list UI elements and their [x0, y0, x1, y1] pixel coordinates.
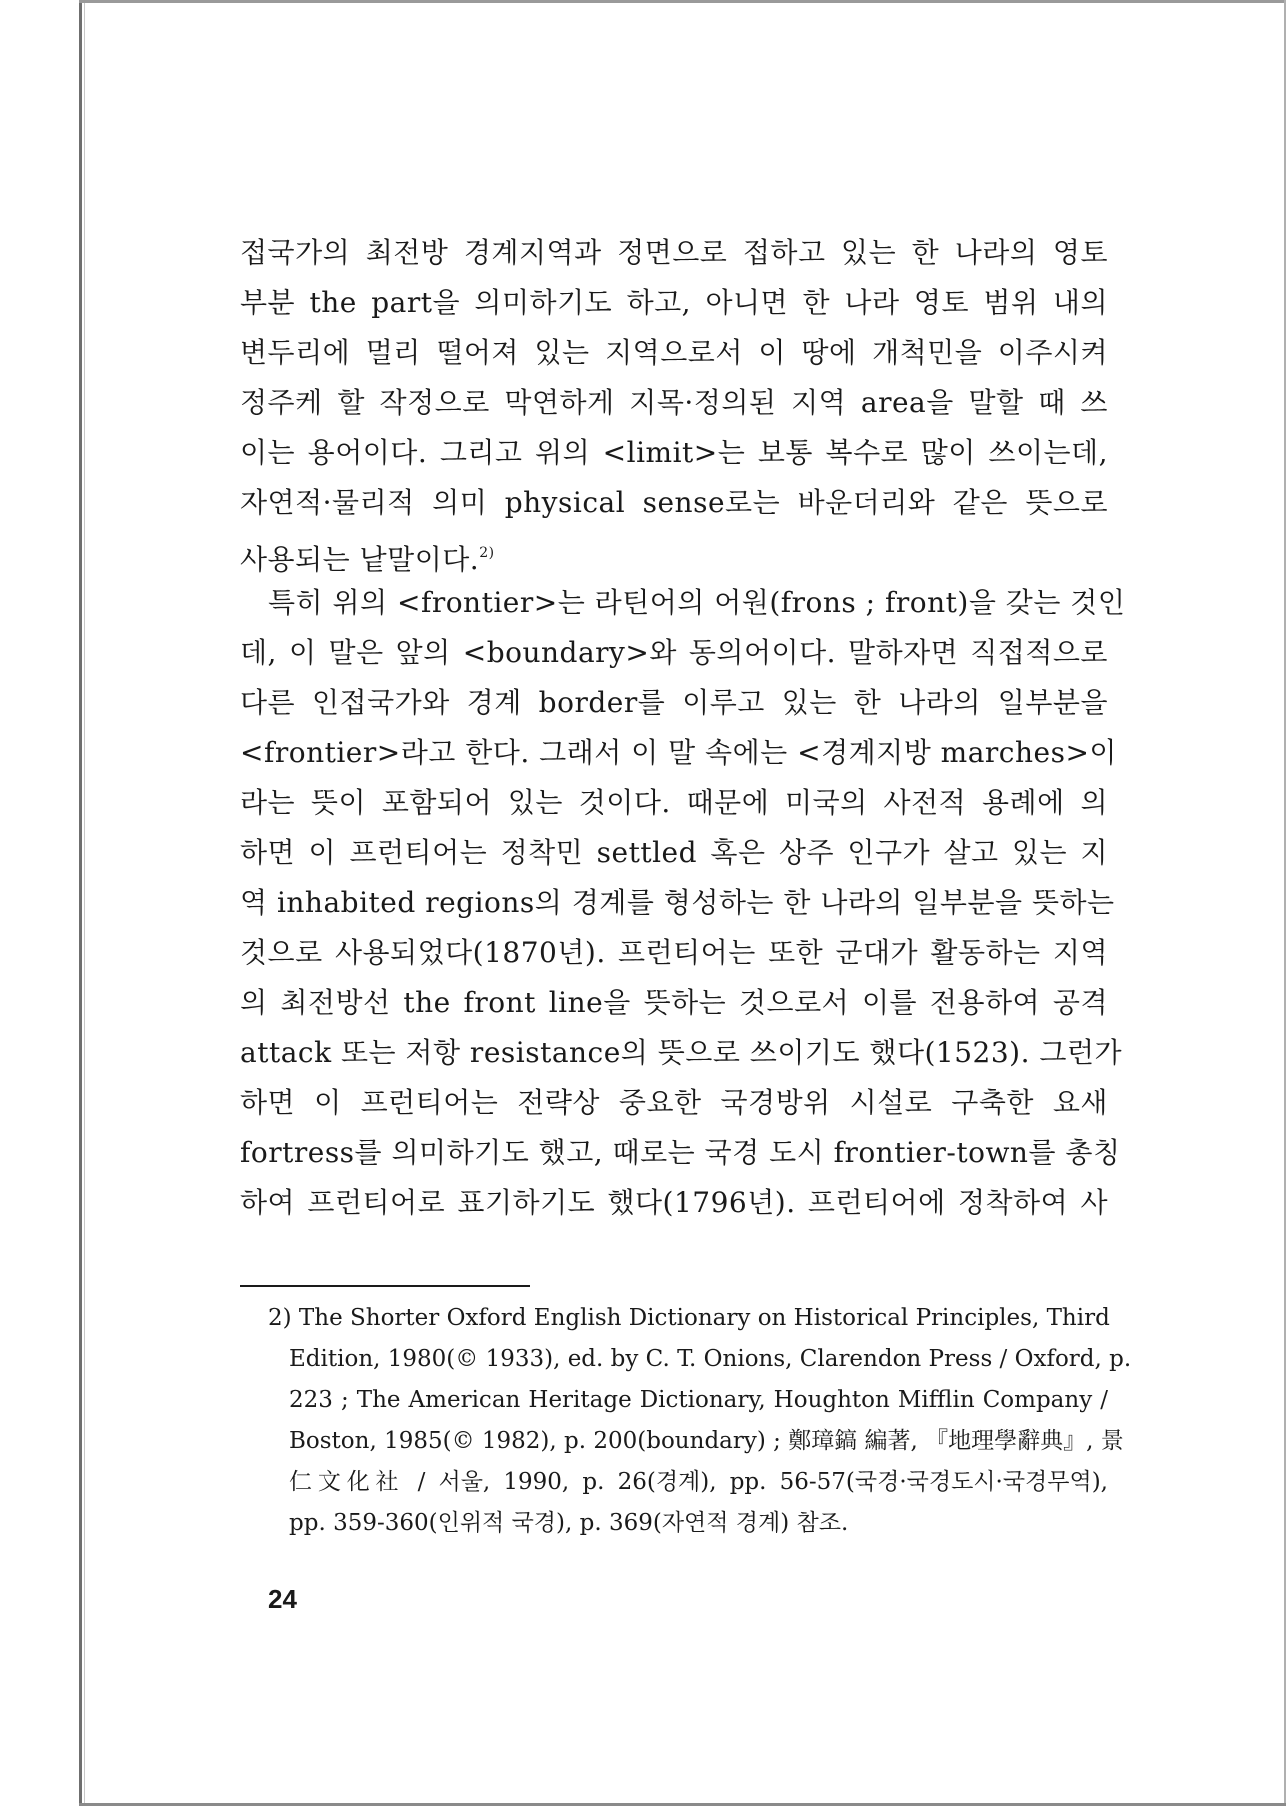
body-line: 부분 the part을 의미하기도 하고, 아니면 한 나라 영토 범위 내의 [240, 286, 1108, 319]
body-line-indent: 특히 위의 <frontier>는 라틴어의 어원(frons ; front)을 갖는 것인 [268, 586, 1126, 619]
footnote [268, 1298, 1132, 1544]
footnote-line: Edition, 1980(© 1933), ed. by C. T. Onions, Clarendon Press / Oxford, p. [289, 1346, 1132, 1372]
page-left-edge [79, 0, 82, 1806]
body-line: 하여 프런티어로 표기하기도 했다(1796년). 프런티어에 정착하여 사 [240, 1186, 1108, 1219]
footnote-line: 223 ; The American Heritage Dictionary, Houghton Mifflin Company / [289, 1387, 1108, 1413]
body-line: 데, 이 말은 앞의 <boundary>와 동의어이다. 말하자면 직접적으로 [240, 636, 1108, 669]
body-line: attack 또는 저항 resistance의 뜻으로 쓰이기도 했다(1523). 그런가 [240, 1036, 1123, 1069]
body-line: 자연적·물리적 의미 physical sense로는 바운더리와 같은 뜻으로 [240, 486, 1108, 519]
body-line: 변두리에 멀리 떨어져 있는 지역으로서 이 땅에 개척민을 이주시켜 [240, 336, 1108, 369]
footnote-marker: 2) [479, 545, 495, 561]
page-top-edge [79, 0, 1286, 3]
footnote-line: Boston, 1985(© 1982), p. 200(boundary) ; 鄭璋鎬 編著, 『地理學辭典』, 景 [289, 1428, 1124, 1454]
body-line: 이는 용어이다. 그리고 위의 <limit>는 보통 복수로 많이 쓰이는데, [240, 436, 1108, 469]
body-line: 다른 인접국가와 경계 border를 이루고 있는 한 나라의 일부분을 [240, 686, 1108, 719]
body-line: 것으로 사용되었다(1870년). 프런티어는 또한 군대가 활동하는 지역 [240, 936, 1108, 969]
body-line: 정주케 할 작정으로 막연하게 지목·정의된 지역 area을 말할 때 쓰 [240, 386, 1108, 419]
body-line: 하면 이 프런티어는 정착민 settled 혹은 상주 인구가 살고 있는 지 [240, 836, 1108, 869]
body-line: 라는 뜻이 포함되어 있는 것이다. 때문에 미국의 사전적 용례에 의 [240, 786, 1108, 819]
body-line-with-footnote [240, 528, 1108, 578]
body-line: fortress를 의미하기도 했고, 때로는 국경 도시 frontier-town를 총칭 [240, 1136, 1121, 1169]
page-number: 24 [268, 1584, 297, 1614]
footnote-line: 2) The Shorter Oxford English Dictionary on Historical Principles, Third [268, 1305, 1110, 1331]
footnote-separator [240, 1285, 530, 1287]
page-left-edge-shadow [84, 0, 85, 1806]
footnote-line: 仁文化社 / 서울, 1990, p. 26(경계), pp. 56-57(국경·국경도시·국경무역), [289, 1469, 1108, 1495]
body-line: <frontier>라고 한다. 그래서 이 말 속에는 <경계지방 marches>이 [240, 736, 1117, 769]
body-line: 의 최전방선 the front line을 뜻하는 것으로서 이를 전용하여 공격 [240, 986, 1108, 1019]
body-line: 하면 이 프런티어는 전략상 중요한 국경방위 시설로 구축한 요새 [240, 1086, 1108, 1119]
body-line: 역 inhabited regions의 경계를 형성하는 한 나라의 일부분을 뜻하는 [240, 886, 1115, 919]
body-line-text: 사용되는 낱말이다. [240, 543, 480, 576]
footnote-line: pp. 359-360(인위적 국경), p. 369(자연적 경계) 참조. [289, 1510, 849, 1536]
body-text [240, 228, 1126, 1228]
body-line: 접국가의 최전방 경계지역과 정면으로 접하고 있는 한 나라의 영토 [240, 236, 1108, 269]
